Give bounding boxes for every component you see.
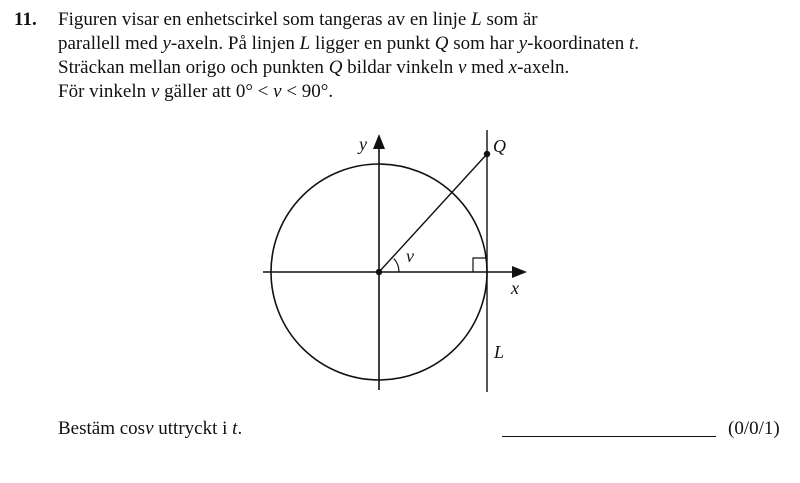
task-question: Bestäm cosv uttryckt i t. [58,418,243,439]
y-axis-arrow [373,134,385,149]
label-v: v [406,246,414,266]
x-axis-arrow [512,266,527,278]
points-value: (0/0/1) [728,418,780,439]
problem-number: 11. [14,9,37,30]
point-Q [484,151,490,157]
problem-text-line-1: Figuren visar en enhetscirkel som tangeras av en linje L som är [58,9,538,30]
label-x: x [511,278,519,298]
origin-point [376,269,382,275]
label-Q: Q [493,136,506,156]
label-L: L [494,342,505,362]
problem-text-line-2: parallell med y-axeln. På linjen L ligger en punkt Q som har y-koordinaten t. [58,33,639,54]
answer-line[interactable] [502,436,716,437]
problem-text-line-4: För vinkeln v gäller att 0° < v < 90°. [58,81,334,102]
angle-arc-v [394,259,399,273]
right-angle-marker [473,258,487,272]
segment-origin-Q [379,154,487,272]
problem-text-line-3: Sträckan mellan origo och punkten Q bildar vinkeln v med x-axeln. [58,57,570,78]
label-y: y [359,134,367,154]
